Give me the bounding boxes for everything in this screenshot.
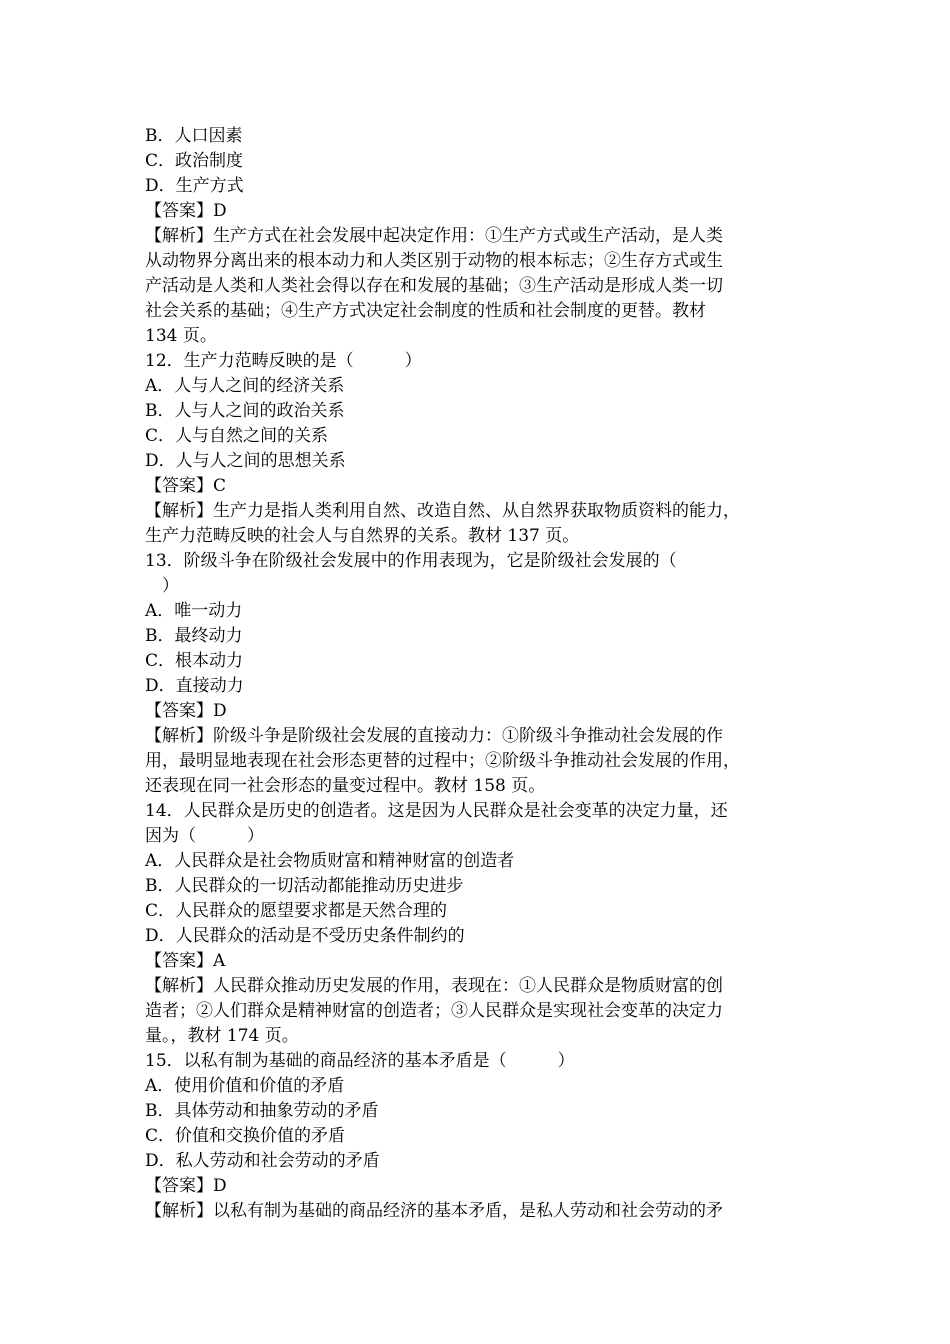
explanation-line: 134 页。: [145, 326, 217, 346]
option-line: A．人与人之间的经济关系: [145, 376, 345, 396]
text-line: D．生产方式: [145, 176, 244, 196]
explanation-line: 造者；②人们群众是精神财富的创造者；③人民群众是实现社会变革的决定力: [145, 1001, 723, 1021]
explanation-line: 【解析】生产力是指人类利用自然、改造自然、从自然界获取物质资料的能力，: [145, 501, 740, 521]
explanation-line: 【解析】人民群众推动历史发展的作用，表现在：①人民群众是物质财富的创: [145, 976, 723, 996]
option-line: D．私人劳动和社会劳动的矛盾: [145, 1151, 380, 1171]
explanation-line: 量。，教材 174 页。: [145, 1026, 299, 1046]
option-line: C．人民群众的愿望要求都是天然合理的: [145, 901, 448, 921]
option-line: B．人与人之间的政治关系: [145, 401, 345, 421]
explanation-line: 【解析】阶级斗争是阶级社会发展的直接动力：①阶级斗争推动社会发展的作: [145, 726, 723, 746]
option-line: D．人与人之间的思想关系: [145, 451, 346, 471]
answer-line: 【答案】C: [145, 476, 227, 496]
explanation-line: 产活动是人类和人类社会得以存在和发展的基础；③生产活动是形成人类一切: [145, 276, 723, 296]
option-line: B．人民群众的一切活动都能推动历史进步: [145, 876, 464, 896]
option-line: A．唯一动力: [145, 601, 243, 621]
answer-line: 【答案】D: [145, 201, 227, 221]
answer-line: 【答案】A: [145, 951, 226, 971]
option-line: A．人民群众是社会物质财富和精神财富的创造者: [145, 851, 515, 871]
option-line: A．使用价值和价值的矛盾: [145, 1076, 345, 1096]
document-page: [145, 124, 810, 1224]
option-line: B．具体劳动和抽象劳动的矛盾: [145, 1101, 379, 1121]
option-line: B．最终动力: [145, 626, 243, 646]
answer-line: 【答案】D: [145, 701, 227, 721]
question-line: ）: [145, 576, 179, 596]
explanation-line: 用，最明显地表现在社会形态更替的过程中；②阶级斗争推动社会发展的作用，: [145, 751, 740, 771]
option-line: C．根本动力: [145, 651, 244, 671]
explanation-line: 还表现在同一社会形态的量变过程中。教材 158 页。: [145, 776, 546, 796]
question-line: 12．生产力范畴反映的是（ ）: [145, 351, 422, 371]
answer-line: 【答案】D: [145, 1176, 227, 1196]
question-line: 14．人民群众是历史的创造者。这是因为人民群众是社会变革的决定力量，还: [145, 801, 728, 821]
explanation-line: 【解析】生产方式在社会发展中起决定作用：①生产方式或生产活动，是人类: [145, 226, 723, 246]
explanation-line: 从动物界分离出来的根本动力和人类区别于动物的根本标志；②生存方式或生: [145, 251, 723, 271]
explanation-line: 生产力范畴反映的社会人与自然界的关系。教材 137 页。: [145, 526, 580, 546]
question-line: 13．阶级斗争在阶级社会发展中的作用表现为，它是阶级社会发展的（: [145, 551, 677, 571]
option-line: D．直接动力: [145, 676, 244, 696]
text-line: C．政治制度: [145, 151, 244, 171]
question-line: 15．以私有制为基础的商品经济的基本矛盾是（ ）: [145, 1051, 575, 1071]
explanation-line: 社会关系的基础；④生产方式决定社会制度的性质和社会制度的更替。教材: [145, 301, 706, 321]
option-line: D．人民群众的活动是不受历史条件制约的: [145, 926, 465, 946]
question-line: 因为（ ）: [145, 826, 264, 846]
explanation-line: 【解析】以私有制为基础的商品经济的基本矛盾，是私人劳动和社会劳动的矛: [145, 1201, 723, 1221]
option-line: C．价值和交换价值的矛盾: [145, 1126, 346, 1146]
option-line: C．人与自然之间的关系: [145, 426, 329, 446]
text-line: B．人口因素: [145, 126, 243, 146]
